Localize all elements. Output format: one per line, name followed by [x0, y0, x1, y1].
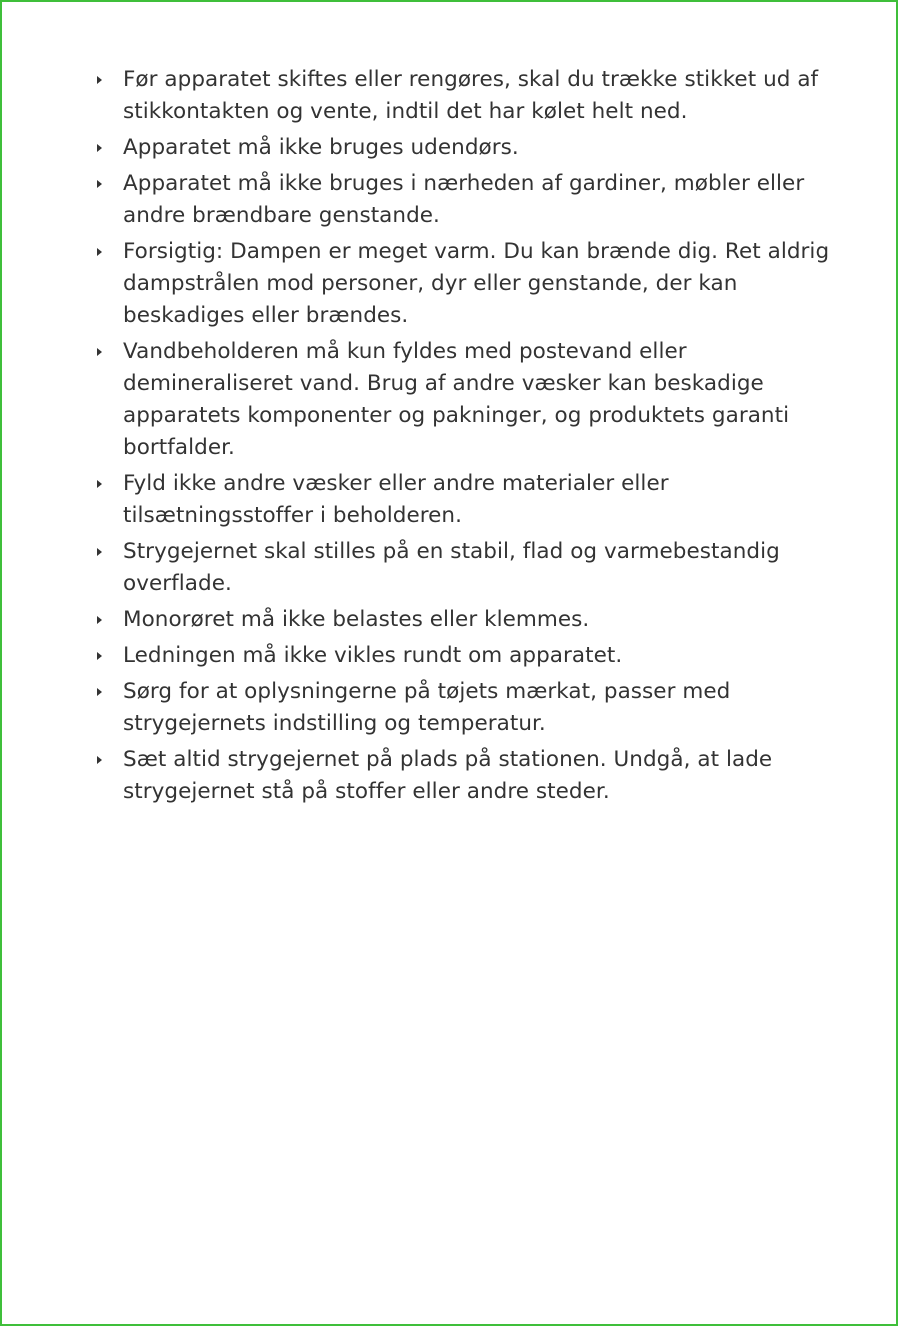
safety-instructions	[94, 64, 834, 812]
list-item	[94, 640, 834, 672]
bullet-triangle-icon	[97, 616, 102, 624]
list-item-text: Forsigtig: Dampen er meget varm. Du kan brænde dig. Ret aldrig dampstrålen mod personer, dyr eller genstande, der kan beskadiges eller brændes.	[123, 239, 830, 328]
list-item-text: Sæt altid strygejernet på plads på stationen. Undgå, at lade strygejernet stå på stoffer eller andre steder.	[123, 747, 773, 804]
list-item	[94, 132, 834, 164]
list-item	[94, 604, 834, 636]
list-item	[94, 468, 834, 532]
list-item-text: Apparatet må ikke bruges udendørs.	[123, 135, 519, 160]
list-item-text: Strygejernet skal stilles på en stabil, flad og varmebestandig overflade.	[123, 539, 780, 596]
bullet-triangle-icon	[97, 76, 102, 84]
bullet-triangle-icon	[97, 688, 102, 696]
list-item-text: Vandbeholderen må kun fyldes med postevand eller demineraliseret vand. Brug af andre væsker kan beskadige apparatets komponenter og pakninger, og produktets garanti bortfalder.	[123, 339, 790, 460]
list-item	[94, 64, 834, 128]
bullet-triangle-icon	[97, 756, 102, 764]
list-item-text: Ledningen må ikke vikles rundt om apparatet.	[123, 643, 623, 668]
bullet-triangle-icon	[97, 180, 102, 188]
list-item	[94, 236, 834, 332]
bullet-triangle-icon	[97, 348, 102, 356]
list-item	[94, 676, 834, 740]
list-item	[94, 536, 834, 600]
safety-list	[94, 64, 834, 808]
list-item-text: Apparatet må ikke bruges i nærheden af gardiner, møbler eller andre brændbare genstande.	[123, 171, 805, 228]
bullet-triangle-icon	[97, 248, 102, 256]
list-item	[94, 744, 834, 808]
bullet-triangle-icon	[97, 144, 102, 152]
bullet-triangle-icon	[97, 548, 102, 556]
list-item-text: Fyld ikke andre væsker eller andre materialer eller tilsætningsstoffer i beholderen.	[123, 471, 669, 528]
bullet-triangle-icon	[97, 652, 102, 660]
list-item-text: Før apparatet skiftes eller rengøres, skal du trække stikket ud af stikkontakten og vente, indtil det har kølet helt ned.	[123, 67, 819, 124]
list-item	[94, 336, 834, 464]
list-item-text: Monorøret må ikke belastes eller klemmes.	[123, 607, 590, 632]
list-item-text: Sørg for at oplysningerne på tøjets mærkat, passer med strygejernets indstilling og temperatur.	[123, 679, 731, 736]
list-item	[94, 168, 834, 232]
bullet-triangle-icon	[97, 480, 102, 488]
